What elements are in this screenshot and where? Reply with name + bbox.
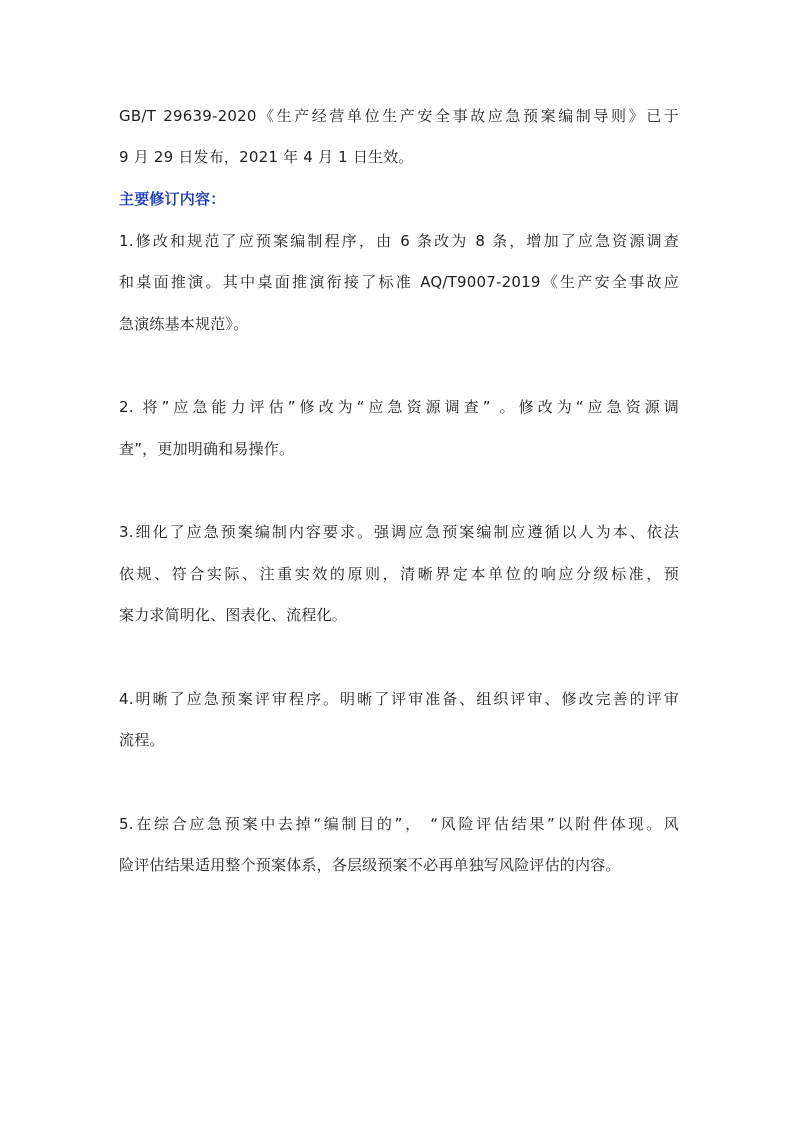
intro-line-1: GB/T 29639-2020《生产经营单位生产安全事故应急预案编制导则》已于 [119, 107, 679, 125]
item-5-line-2: 险评估结果适用整个预案体系，各层级预案不必再单独写风险评估的内容。 [119, 856, 621, 874]
item-1-line-2: 和桌面推演。其中桌面推演衔接了标准 AQ/T9007-2019《生产安全事故应 [119, 273, 679, 291]
item-5-line-1: 5.在综合应急预案中去掉“编制目的”， “风险评估结果”以附件体现。风 [119, 815, 679, 833]
item-1-line-1: 1.修改和规范了应预案编制程序，由 6 条改为 8 条，增加了应急资源调查 [119, 232, 679, 250]
item-3-line-2: 依规、符合实际、注重实效的原则，清晰界定本单位的响应分级标准，预 [119, 565, 679, 583]
item-3-line-3: 案力求简明化、图表化、流程化。 [119, 606, 348, 624]
intro-line-2: 9 月 29 日发布，2021 年 4 月 1 日生效。 [119, 148, 414, 166]
item-4-line-1: 4.明晰了应急预案评审程序。明晰了评审准备、组织评审、修改完善的评审 [119, 690, 679, 708]
item-1-line-3: 急演练基本规范》。 [119, 315, 249, 333]
item-2-line-1: 2. 将”应急能力评估”修改为“应急资源调查” 。修改为“应急资源调 [119, 398, 679, 416]
item-4-line-2: 流程。 [119, 731, 165, 749]
item-2-line-2: 查”，更加明确和易操作。 [119, 440, 295, 458]
item-3-line-1: 3.细化了应急预案编制内容要求。强调应急预案编制应遵循以人为本、依法 [119, 523, 679, 541]
section-heading: 主要修订内容： [119, 190, 226, 208]
